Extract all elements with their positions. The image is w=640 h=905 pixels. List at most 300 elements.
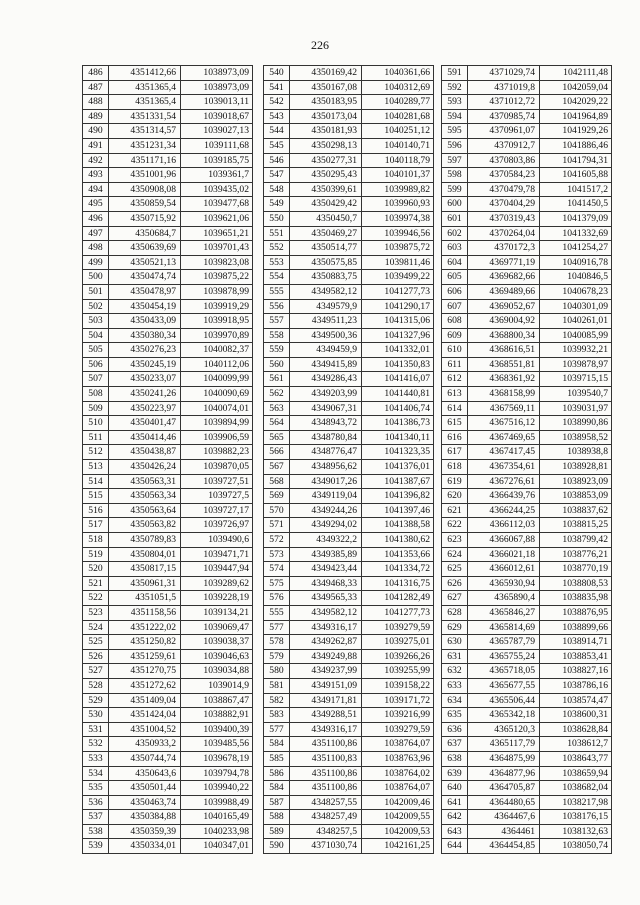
y-coordinate-cell: 1039031,97 — [540, 401, 612, 416]
table-row — [83, 401, 253, 416]
table-row — [83, 839, 253, 854]
point-number-cell: 530 — [83, 708, 109, 723]
x-coordinate-cell: 4350380,34 — [109, 328, 181, 343]
x-coordinate-cell: 4367516,12 — [468, 416, 540, 431]
x-coordinate-cell: 4349385,89 — [290, 547, 362, 562]
x-coordinate-cell: 4349237,99 — [290, 664, 362, 679]
y-coordinate-cell: 1041386,73 — [362, 416, 434, 431]
y-coordinate-cell: 1042059,04 — [540, 80, 612, 95]
y-coordinate-cell: 1038764,02 — [362, 766, 434, 781]
point-number-cell: 510 — [83, 416, 109, 431]
point-number-cell: 608 — [442, 314, 468, 329]
y-coordinate-cell: 1040361,66 — [362, 66, 434, 81]
table-row — [83, 605, 253, 620]
table-row — [264, 109, 434, 124]
x-coordinate-cell: 4349286,43 — [290, 372, 362, 387]
table-row — [264, 562, 434, 577]
y-coordinate-cell: 1041316,75 — [362, 576, 434, 591]
point-number-cell: 604 — [442, 255, 468, 270]
point-number-cell: 607 — [442, 299, 468, 314]
point-number-cell: 583 — [264, 708, 290, 723]
y-coordinate-cell: 1039960,93 — [362, 197, 434, 212]
x-coordinate-cell: 4351365,4 — [109, 95, 181, 110]
x-coordinate-cell: 4365930,94 — [468, 576, 540, 591]
table-row — [264, 387, 434, 402]
y-coordinate-cell: 1039811,46 — [362, 255, 434, 270]
table-row — [83, 722, 253, 737]
x-coordinate-cell: 4369004,92 — [468, 314, 540, 329]
point-number-cell: 642 — [442, 810, 468, 825]
point-number-cell: 594 — [442, 109, 468, 124]
point-number-cell: 534 — [83, 766, 109, 781]
table-row — [83, 781, 253, 796]
y-coordinate-cell: 1038770,19 — [540, 562, 612, 577]
table-row — [442, 445, 612, 460]
point-number-cell: 579 — [264, 649, 290, 664]
x-coordinate-cell: 4350501,44 — [109, 781, 181, 796]
coordinates-table-middle — [263, 65, 434, 854]
x-coordinate-cell: 4351424,04 — [109, 708, 181, 723]
table-row — [264, 708, 434, 723]
y-coordinate-cell: 1040140,71 — [362, 138, 434, 153]
point-number-cell: 576 — [264, 591, 290, 606]
x-coordinate-cell: 4368158,99 — [468, 387, 540, 402]
y-coordinate-cell: 1039471,71 — [181, 547, 253, 562]
y-coordinate-cell: 1041334,72 — [362, 562, 434, 577]
table-row — [442, 737, 612, 752]
y-coordinate-cell: 1041388,58 — [362, 518, 434, 533]
y-coordinate-cell: 1039111,68 — [181, 138, 253, 153]
y-coordinate-cell: 1040233,98 — [181, 824, 253, 839]
table-row — [264, 766, 434, 781]
y-coordinate-cell: 1038973,09 — [181, 66, 253, 81]
point-number-cell: 640 — [442, 781, 468, 796]
table-row — [264, 635, 434, 650]
x-coordinate-cell: 4351331,54 — [109, 109, 181, 124]
x-coordinate-cell: 4366067,88 — [468, 533, 540, 548]
y-coordinate-cell: 1039171,72 — [362, 693, 434, 708]
point-number-cell: 636 — [442, 722, 468, 737]
table-row — [83, 153, 253, 168]
y-coordinate-cell: 1039621,06 — [181, 211, 253, 226]
point-number-cell: 627 — [442, 591, 468, 606]
table-row — [83, 357, 253, 372]
point-number-cell: 643 — [442, 824, 468, 839]
table-row — [264, 445, 434, 460]
point-number-cell: 596 — [442, 138, 468, 153]
y-coordinate-cell: 1038764,07 — [362, 781, 434, 796]
point-number-cell: 624 — [442, 547, 468, 562]
x-coordinate-cell: 4350643,6 — [109, 766, 181, 781]
y-coordinate-cell: 1041929,26 — [540, 124, 612, 139]
y-coordinate-cell: 1040099,99 — [181, 372, 253, 387]
y-coordinate-cell: 1039228,19 — [181, 591, 253, 606]
table-row — [83, 445, 253, 460]
point-number-cell: 614 — [442, 401, 468, 416]
y-coordinate-cell: 1040261,01 — [540, 314, 612, 329]
table-row — [83, 518, 253, 533]
y-coordinate-cell: 1039216,99 — [362, 708, 434, 723]
point-number-cell: 497 — [83, 226, 109, 241]
x-coordinate-cell: 4350450,7 — [290, 211, 362, 226]
table-row — [442, 810, 612, 825]
point-number-cell: 639 — [442, 766, 468, 781]
x-coordinate-cell: 4349500,36 — [290, 328, 362, 343]
point-number-cell: 533 — [83, 751, 109, 766]
x-coordinate-cell: 4350298,13 — [290, 138, 362, 153]
y-coordinate-cell: 1040347,01 — [181, 839, 253, 854]
y-coordinate-cell: 1039970,89 — [181, 328, 253, 343]
x-coordinate-cell: 4370803,86 — [468, 153, 540, 168]
table-row — [442, 416, 612, 431]
y-coordinate-cell: 1039678,19 — [181, 751, 253, 766]
table-row — [264, 795, 434, 810]
point-number-cell: 606 — [442, 284, 468, 299]
x-coordinate-cell: 4350961,31 — [109, 576, 181, 591]
table-row — [442, 401, 612, 416]
point-number-cell: 541 — [264, 80, 290, 95]
table-row — [442, 182, 612, 197]
x-coordinate-cell: 4349468,33 — [290, 576, 362, 591]
x-coordinate-cell: 4365755,24 — [468, 649, 540, 664]
point-number-cell: 605 — [442, 270, 468, 285]
table-row — [264, 430, 434, 445]
point-number-cell: 551 — [264, 226, 290, 241]
table-row — [83, 635, 253, 650]
x-coordinate-cell: 4370264,04 — [468, 226, 540, 241]
table-row — [83, 562, 253, 577]
point-number-cell: 570 — [264, 503, 290, 518]
y-coordinate-cell: 1039946,56 — [362, 226, 434, 241]
table-row — [83, 416, 253, 431]
point-number-cell: 602 — [442, 226, 468, 241]
x-coordinate-cell: 4351250,82 — [109, 635, 181, 650]
table-row — [442, 620, 612, 635]
table-row — [264, 489, 434, 504]
y-coordinate-cell: 1039918,95 — [181, 314, 253, 329]
point-number-cell: 591 — [442, 66, 468, 81]
point-number-cell: 526 — [83, 649, 109, 664]
point-number-cell: 580 — [264, 664, 290, 679]
point-number-cell: 577 — [264, 722, 290, 737]
table-row — [83, 80, 253, 95]
x-coordinate-cell: 4350933,2 — [109, 737, 181, 752]
table-row — [442, 576, 612, 591]
point-number-cell: 589 — [264, 824, 290, 839]
point-number-cell: 547 — [264, 168, 290, 183]
table-row — [442, 357, 612, 372]
point-number-cell: 525 — [83, 635, 109, 650]
x-coordinate-cell: 4349322,2 — [290, 533, 362, 548]
table-row — [264, 270, 434, 285]
x-coordinate-cell: 4351412,66 — [109, 66, 181, 81]
x-coordinate-cell: 4366439,76 — [468, 489, 540, 504]
x-coordinate-cell: 4350169,42 — [290, 66, 362, 81]
point-number-cell: 548 — [264, 182, 290, 197]
y-coordinate-cell: 1039727,51 — [181, 474, 253, 489]
x-coordinate-cell: 4351100,86 — [290, 737, 362, 752]
x-coordinate-cell: 4351100,86 — [290, 766, 362, 781]
point-number-cell: 575 — [264, 576, 290, 591]
point-number-cell: 500 — [83, 270, 109, 285]
x-coordinate-cell: 4350575,85 — [290, 255, 362, 270]
x-coordinate-cell: 4370319,43 — [468, 211, 540, 226]
point-number-cell: 638 — [442, 751, 468, 766]
x-coordinate-cell: 4370479,78 — [468, 182, 540, 197]
x-coordinate-cell: 4350276,23 — [109, 343, 181, 358]
x-coordinate-cell: 4350241,26 — [109, 387, 181, 402]
table-row — [442, 66, 612, 81]
table-row — [83, 211, 253, 226]
table-row — [264, 693, 434, 708]
table-row — [442, 781, 612, 796]
table-row — [442, 839, 612, 854]
y-coordinate-cell: 1039499,22 — [362, 270, 434, 285]
x-coordinate-cell: 4349582,12 — [290, 605, 362, 620]
point-number-cell: 536 — [83, 795, 109, 810]
point-number-cell: 527 — [83, 664, 109, 679]
x-coordinate-cell: 4365787,79 — [468, 635, 540, 650]
x-coordinate-cell: 4350463,74 — [109, 795, 181, 810]
point-number-cell: 598 — [442, 168, 468, 183]
point-number-cell: 519 — [83, 547, 109, 562]
y-coordinate-cell: 1039185,75 — [181, 153, 253, 168]
table-row — [442, 372, 612, 387]
point-number-cell: 560 — [264, 357, 290, 372]
x-coordinate-cell: 4348257,5 — [290, 824, 362, 839]
point-number-cell: 552 — [264, 241, 290, 256]
x-coordinate-cell: 4350277,31 — [290, 153, 362, 168]
x-coordinate-cell: 4351001,96 — [109, 168, 181, 183]
x-coordinate-cell: 4371030,74 — [290, 839, 362, 854]
table-row — [83, 270, 253, 285]
table-row — [83, 226, 253, 241]
x-coordinate-cell: 4350414,46 — [109, 430, 181, 445]
table-row — [264, 80, 434, 95]
y-coordinate-cell: 1038928,81 — [540, 460, 612, 475]
point-number-cell: 585 — [264, 751, 290, 766]
x-coordinate-cell: 4367569,11 — [468, 401, 540, 416]
table-row — [264, 810, 434, 825]
x-coordinate-cell: 4348943,72 — [290, 416, 362, 431]
table-row — [264, 372, 434, 387]
table-row — [442, 824, 612, 839]
table-row — [442, 124, 612, 139]
table-row — [83, 241, 253, 256]
point-number-cell: 563 — [264, 401, 290, 416]
table-row — [264, 284, 434, 299]
table-row — [83, 693, 253, 708]
table-row — [83, 678, 253, 693]
point-number-cell: 578 — [264, 635, 290, 650]
y-coordinate-cell: 1039289,62 — [181, 576, 253, 591]
table-row — [83, 255, 253, 270]
x-coordinate-cell: 4349151,09 — [290, 678, 362, 693]
point-number-cell: 555 — [264, 605, 290, 620]
y-coordinate-cell: 1038132,63 — [540, 824, 612, 839]
x-coordinate-cell: 4367276,61 — [468, 474, 540, 489]
table-row — [442, 168, 612, 183]
x-coordinate-cell: 4364467,6 — [468, 810, 540, 825]
y-coordinate-cell: 1039361,7 — [181, 168, 253, 183]
table-row — [442, 635, 612, 650]
y-coordinate-cell: 1038786,16 — [540, 678, 612, 693]
table-row — [442, 328, 612, 343]
table-row — [442, 795, 612, 810]
point-number-cell: 493 — [83, 168, 109, 183]
x-coordinate-cell: 4364461 — [468, 824, 540, 839]
table-row — [264, 547, 434, 562]
table-row — [442, 562, 612, 577]
x-coordinate-cell: 4349459,9 — [290, 343, 362, 358]
point-number-cell: 621 — [442, 503, 468, 518]
point-number-cell: 528 — [83, 678, 109, 693]
point-number-cell: 586 — [264, 766, 290, 781]
y-coordinate-cell: 1039027,13 — [181, 124, 253, 139]
table-row — [442, 678, 612, 693]
point-number-cell: 520 — [83, 562, 109, 577]
point-number-cell: 573 — [264, 547, 290, 562]
x-coordinate-cell: 4368616,51 — [468, 343, 540, 358]
x-coordinate-cell: 4350639,69 — [109, 241, 181, 256]
y-coordinate-cell: 1041794,31 — [540, 153, 612, 168]
point-number-cell: 590 — [264, 839, 290, 854]
point-number-cell: 561 — [264, 372, 290, 387]
x-coordinate-cell: 4351100,83 — [290, 751, 362, 766]
table-row — [264, 737, 434, 752]
table-row — [264, 474, 434, 489]
point-number-cell: 618 — [442, 460, 468, 475]
y-coordinate-cell: 1041440,81 — [362, 387, 434, 402]
y-coordinate-cell: 1039919,29 — [181, 299, 253, 314]
table-row — [264, 605, 434, 620]
y-coordinate-cell: 1039447,94 — [181, 562, 253, 577]
x-coordinate-cell: 4350715,92 — [109, 211, 181, 226]
table-row — [442, 241, 612, 256]
y-coordinate-cell: 1041964,89 — [540, 109, 612, 124]
y-coordinate-cell: 1039715,15 — [540, 372, 612, 387]
point-number-cell: 487 — [83, 80, 109, 95]
y-coordinate-cell: 1038628,84 — [540, 722, 612, 737]
x-coordinate-cell: 4366112,03 — [468, 518, 540, 533]
x-coordinate-cell: 4349288,51 — [290, 708, 362, 723]
point-number-cell: 592 — [442, 80, 468, 95]
x-coordinate-cell: 4350233,07 — [109, 372, 181, 387]
y-coordinate-cell: 1039940,22 — [181, 781, 253, 796]
x-coordinate-cell: 4349316,17 — [290, 722, 362, 737]
table-row — [264, 211, 434, 226]
table-row — [83, 474, 253, 489]
point-number-cell: 516 — [83, 503, 109, 518]
x-coordinate-cell: 4351100,86 — [290, 781, 362, 796]
table-row — [264, 781, 434, 796]
y-coordinate-cell: 1038600,31 — [540, 708, 612, 723]
y-coordinate-cell: 1041327,96 — [362, 328, 434, 343]
y-coordinate-cell: 1042111,48 — [540, 66, 612, 81]
point-number-cell: 569 — [264, 489, 290, 504]
point-number-cell: 634 — [442, 693, 468, 708]
table-row — [442, 766, 612, 781]
x-coordinate-cell: 4350223,97 — [109, 401, 181, 416]
x-coordinate-cell: 4349316,17 — [290, 620, 362, 635]
y-coordinate-cell: 1039894,99 — [181, 416, 253, 431]
point-number-cell: 524 — [83, 620, 109, 635]
x-coordinate-cell: 4348780,84 — [290, 430, 362, 445]
table-row — [264, 591, 434, 606]
table-row — [442, 80, 612, 95]
point-number-cell: 515 — [83, 489, 109, 504]
point-number-cell: 637 — [442, 737, 468, 752]
table-row — [264, 664, 434, 679]
y-coordinate-cell: 1040165,49 — [181, 810, 253, 825]
x-coordinate-cell: 4349294,02 — [290, 518, 362, 533]
point-number-cell: 562 — [264, 387, 290, 402]
y-coordinate-cell: 1038612,7 — [540, 737, 612, 752]
y-coordinate-cell: 1042009,55 — [362, 810, 434, 825]
point-number-cell: 644 — [442, 839, 468, 854]
table-row — [442, 708, 612, 723]
point-number-cell: 522 — [83, 591, 109, 606]
y-coordinate-cell: 1040916,78 — [540, 255, 612, 270]
y-coordinate-cell: 1040312,69 — [362, 80, 434, 95]
point-number-cell: 559 — [264, 343, 290, 358]
x-coordinate-cell: 4364875,99 — [468, 751, 540, 766]
y-coordinate-cell: 1040085,99 — [540, 328, 612, 343]
x-coordinate-cell: 4350438,87 — [109, 445, 181, 460]
point-number-cell: 600 — [442, 197, 468, 212]
y-coordinate-cell: 1039069,47 — [181, 620, 253, 635]
table-row — [442, 211, 612, 226]
y-coordinate-cell: 1040090,69 — [181, 387, 253, 402]
y-coordinate-cell: 1039870,05 — [181, 460, 253, 475]
x-coordinate-cell: 4350384,88 — [109, 810, 181, 825]
y-coordinate-cell: 1038923,09 — [540, 474, 612, 489]
table-row — [442, 197, 612, 212]
point-number-cell: 593 — [442, 95, 468, 110]
point-number-cell: 609 — [442, 328, 468, 343]
table-row — [442, 343, 612, 358]
point-number-cell: 571 — [264, 518, 290, 533]
x-coordinate-cell: 4350859,54 — [109, 197, 181, 212]
x-coordinate-cell: 4350183,95 — [290, 95, 362, 110]
point-number-cell: 504 — [83, 328, 109, 343]
point-number-cell: 523 — [83, 605, 109, 620]
y-coordinate-cell: 1038938,8 — [540, 445, 612, 460]
point-number-cell: 545 — [264, 138, 290, 153]
x-coordinate-cell: 4368800,34 — [468, 328, 540, 343]
x-coordinate-cell: 4350181,93 — [290, 124, 362, 139]
y-coordinate-cell: 1042029,22 — [540, 95, 612, 110]
point-number-cell: 595 — [442, 124, 468, 139]
x-coordinate-cell: 4365718,05 — [468, 664, 540, 679]
x-coordinate-cell: 4368361,92 — [468, 372, 540, 387]
y-coordinate-cell: 1041380,62 — [362, 533, 434, 548]
table-row — [83, 284, 253, 299]
point-number-cell: 625 — [442, 562, 468, 577]
point-number-cell: 542 — [264, 95, 290, 110]
table-row — [264, 182, 434, 197]
table-row — [264, 95, 434, 110]
x-coordinate-cell: 4365846,27 — [468, 605, 540, 620]
table-row — [264, 153, 434, 168]
point-number-cell: 544 — [264, 124, 290, 139]
point-number-cell: 511 — [83, 430, 109, 445]
point-number-cell: 572 — [264, 533, 290, 548]
point-number-cell: 531 — [83, 722, 109, 737]
table-row — [264, 328, 434, 343]
table-row — [264, 416, 434, 431]
x-coordinate-cell: 4350295,43 — [290, 168, 362, 183]
